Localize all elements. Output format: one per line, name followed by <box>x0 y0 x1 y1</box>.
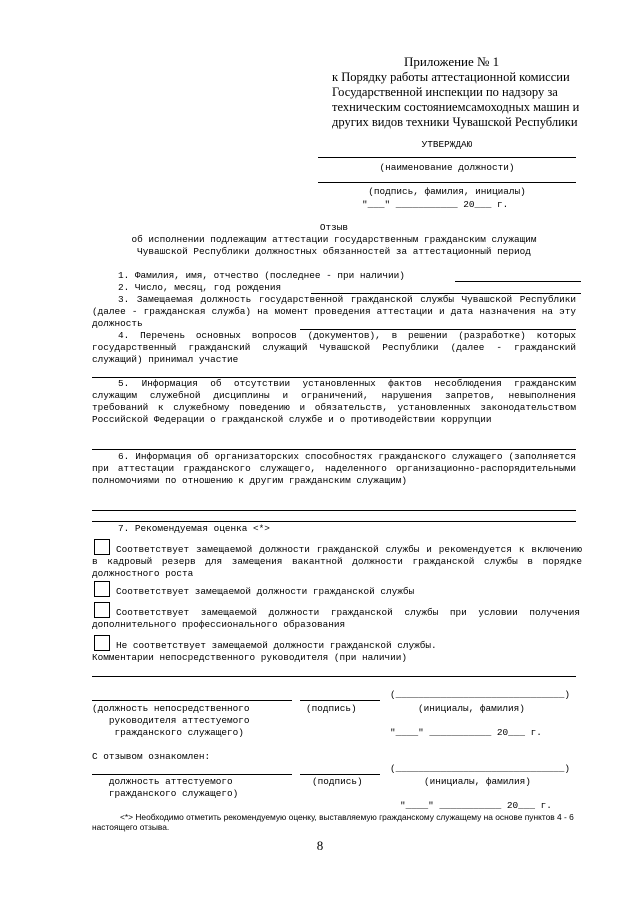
appendix-line-4: других видов техники Чувашской Республики <box>332 115 578 129</box>
appendix-title: Приложение № 1 <box>404 54 500 69</box>
acquainted-label: С отзывом ознакомлен: <box>92 751 211 762</box>
item-full-name: 1. Фамилия, имя, отчество (последнее - при наличии) <box>118 270 405 281</box>
employee-position-line <box>92 774 292 775</box>
employee-initials-caption: (инициалы, фамилия) <box>424 776 531 787</box>
appendix-line-1: к Порядку работы аттестационной комиссии <box>332 70 570 84</box>
item-main-questions: 4. Перечень основных вопросов (документов), в решении (разработке) которых государственный гражданский служащий Чувашской Республики (далее - гражданский служащий) принимал участие <box>92 330 576 365</box>
manager-date: "____" ___________ 20___ г. <box>390 727 542 738</box>
employee-signature-caption: (подпись) <box>312 776 363 787</box>
review-title: Отзыв <box>319 222 349 233</box>
item-recommended-rating: 7. Рекомендуемая оценка <*> <box>118 523 270 534</box>
manager-initials-caption: (инициалы, фамилия) <box>418 703 525 714</box>
signature-caption: (подпись, фамилия, инициалы) <box>368 186 526 197</box>
employee-date: "____" ___________ 20___ г. <box>400 800 552 811</box>
manager-signature-line <box>300 700 380 701</box>
manager-initials-line: (______________________________) <box>390 689 571 700</box>
rating-option-3: Соответствует замещаемой должности гражданской службы при условии получения дополнительного профессионального образования <box>92 607 580 630</box>
approval-date: "___" ___________ 20___ г. <box>362 199 509 210</box>
organizational-line-1 <box>92 510 576 511</box>
item-birth-date: 2. Число, месяц, год рождения <box>118 282 282 293</box>
review-subtitle-1: об исполнении подлежащим аттестации государственным гражданским служащим <box>131 234 537 245</box>
rating-option-1: Соответствует замещаемой должности гражданской службы и рекомендуется к включению в кадровый резерв для замещения вакантной должности гражданской службы в порядке должностного роста <box>92 544 582 579</box>
signature-line <box>318 182 576 183</box>
position-caption: (наименование должности) <box>379 162 515 173</box>
approve-label: УТВЕРЖДАЮ <box>421 139 473 150</box>
appendix-reference <box>332 70 590 130</box>
rating-option-2: Соответствует замещаемой должности гражданской службы <box>116 586 415 597</box>
organizational-line-2 <box>92 521 576 522</box>
full-name-line <box>455 281 581 282</box>
manager-position-line <box>92 700 292 701</box>
item-organizational-skills: 6. Информация об организаторских способностях гражданского служащего (заполняется при аттестации гражданского служащего, наделенного организационно-распорядительными полномочиями по отношению к другим гражданским служащим) <box>92 451 576 486</box>
appendix-line-2: Государственной инспекции по надзору за <box>332 85 558 99</box>
employee-position-caption: должность аттестуемого гражданского служащего) <box>108 776 239 799</box>
rating-option-4: Не соответствует замещаемой должности гражданской службы. <box>116 640 437 651</box>
employee-initials-line: (______________________________) <box>390 763 571 774</box>
comments-line <box>92 676 576 677</box>
appendix-line-3: техническим состояниемсамоходных машин и <box>332 100 580 114</box>
rating-option-4-checkbox[interactable] <box>94 635 110 651</box>
employee-signature-line <box>300 774 380 775</box>
discipline-line <box>92 449 576 450</box>
review-subtitle-2: Чувашской Республики должностных обязанностей за аттестационный период <box>137 246 531 257</box>
manager-position-caption: (должность непосредственного руководителя аттестуемого гражданского служащего) <box>92 703 250 738</box>
position-line <box>318 157 576 158</box>
item-discipline-info: 5. Информация об отсутствии установленных фактов несоблюдения гражданским служащим служебной дисциплины и ограничений, нарушения запретов, невыполнения требований к служебному поведению и обязательств, установленных законодательством Российской Федерации о гражданской службе и о противодействии коррупции <box>92 378 576 425</box>
rating-option-2-checkbox[interactable] <box>94 581 110 597</box>
manager-comments-label: Комментарии непосредственного руководителя (при наличии) <box>92 652 408 663</box>
item-position: 3. Замещаемая должность государственной гражданской службы Чувашской Республики (далее - гражданская служба) на момент проведения аттестации и дата назначения на эту должность <box>92 294 576 329</box>
manager-signature-caption: (подпись) <box>306 703 357 714</box>
page-number: 8 <box>316 838 324 853</box>
footnote: <*> Необходимо отметить рекомендуемую оценку, выставляемую гражданскому служащему на основе пунктов 4 - 6 настоящего отзыва. <box>92 812 574 832</box>
